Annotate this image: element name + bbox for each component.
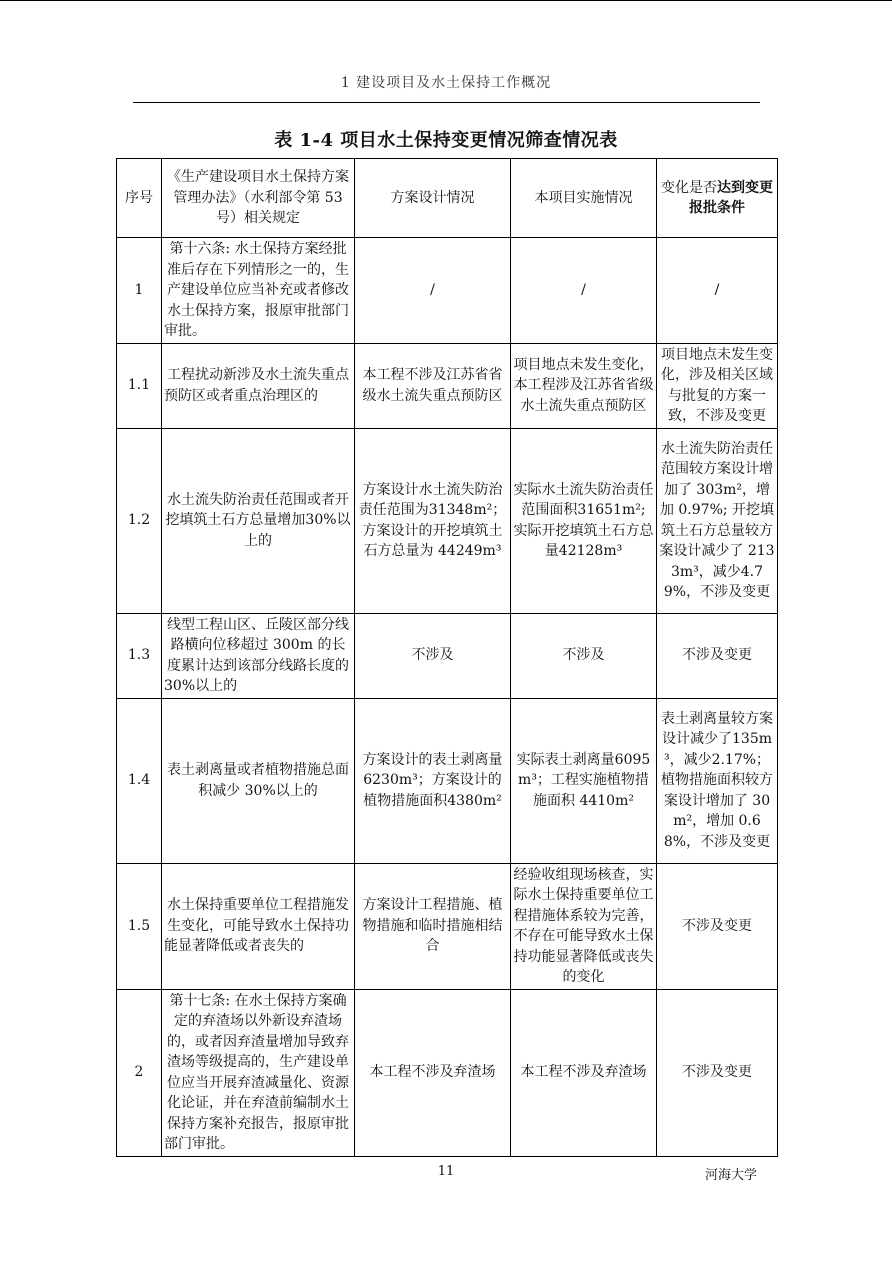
- cell-change: 不涉及变更: [657, 863, 778, 989]
- cell-rule: 第十七条: 在水土保持方案确定的弃渣场以外新设弃渣场的，或者因弃渣量增加导致弃渣场等级提高的，生产建设单位应当开展弃渣减量化、资源化论证，并在弃渣前编制水土保持方案补充报告，报原审批部门审批。: [162, 989, 355, 1156]
- col-header-change-prefix: 变化是否: [661, 179, 717, 196]
- running-header: 1 建设项目及水土保持工作概况: [340, 75, 552, 91]
- cell-design: 不涉及: [355, 613, 511, 698]
- cell-no: 1.2: [117, 428, 162, 613]
- cell-design: 方案设计工程措施、植物措施和临时措施相结合: [355, 863, 511, 989]
- cell-rule: 第十六条: 水土保持方案经批准后存在下列情形之一的，生产建设单位应当补充或者修改水土保持方案，报原审批部门审批。: [162, 238, 355, 344]
- cell-no: 2: [117, 989, 162, 1156]
- col-header-design: 方案设计情况: [355, 159, 511, 238]
- cell-change: 不涉及变更: [657, 989, 778, 1156]
- cell-no: 1.4: [117, 698, 162, 863]
- cell-design: 本工程不涉及江苏省省级水土流失重点预防区: [355, 343, 511, 428]
- table-title: 表 1-4 项目水土保持变更情况筛查情况表: [274, 130, 618, 151]
- cell-rule: 工程扰动新涉及水土流失重点预防区或者重点治理区的: [162, 343, 355, 428]
- table-row: [117, 698, 778, 863]
- col-header-actual: 本项目实施情况: [511, 159, 657, 238]
- change-screening-table: [116, 158, 778, 1157]
- cell-change: 不涉及变更: [657, 613, 778, 698]
- cell-no: 1.5: [117, 863, 162, 989]
- cell-actual: 不涉及: [511, 613, 657, 698]
- col-header-change: [657, 159, 778, 238]
- table-row: [117, 863, 778, 989]
- top-border-line: [0, 0, 892, 1]
- cell-actual: 项目地点未发生变化，本工程涉及江苏省省级水土流失重点预防区: [511, 343, 657, 428]
- cell-change: /: [657, 238, 778, 344]
- cell-no: 1: [117, 238, 162, 344]
- cell-change: 水土流失防治责任范围较方案设计增加了 303m²，增加 0.97%; 开挖填筑土石方总量较方案设计减少了 2133m³，减少4.79%，不涉及变更: [657, 428, 778, 613]
- cell-actual: 本工程不涉及弃渣场: [511, 989, 657, 1156]
- table-row: [117, 238, 778, 344]
- header-rule: [133, 102, 760, 103]
- table-row: [117, 428, 778, 613]
- cell-rule: 水土保持重要单位工程措施发生变化，可能导致水土保持功能显著降低或者丧失的: [162, 863, 355, 989]
- col-header-no: 序号: [117, 159, 162, 238]
- page-number: 11: [437, 1164, 455, 1179]
- cell-actual: 经验收组现场核查，实际水土保持重要单位工程措施体系较为完善，不存在可能导致水土保持功能显著降低或丧失的变化: [511, 863, 657, 989]
- cell-rule: 线型工程山区、丘陵区部分线路横向位移超过 300m 的长度累计达到该部分线路长度的 30%以上的: [162, 613, 355, 698]
- cell-actual: /: [511, 238, 657, 344]
- col-header-change-bold: 达到变更报批条件: [689, 179, 773, 216]
- cell-design: /: [355, 238, 511, 344]
- cell-no: 1.1: [117, 343, 162, 428]
- cell-change: 表土剥离量较方案设计减少了135m³，减少2.17%；植物措施面积较方案设计增加了 30m²，增加 0.68%，不涉及变更: [657, 698, 778, 863]
- cell-design: 方案设计水土流失防治责任范围为31348m²；方案设计的开挖填筑土石方总量为 44249m³: [355, 428, 511, 613]
- cell-rule: 水土流失防治责任范围或者开挖填筑土石方总量增加30%以上的: [162, 428, 355, 613]
- cell-design: 本工程不涉及弃渣场: [355, 989, 511, 1156]
- table-row: [117, 989, 778, 1156]
- cell-actual: 实际表土剥离量6095m³；工程实施植物措施面积 4410m²: [511, 698, 657, 863]
- table-header-row: [117, 159, 778, 238]
- col-header-rule: 《生产建设项目水土保持方案管理办法》（水利部令第 53 号）相关规定: [162, 159, 355, 238]
- cell-design: 方案设计的表土剥离量 6230m³；方案设计的植物措施面积4380m²: [355, 698, 511, 863]
- cell-change: 项目地点未发生变化，涉及相关区域与批复的方案一致，不涉及变更: [657, 343, 778, 428]
- footer-institution: 河海大学: [705, 1168, 758, 1183]
- table-row: [117, 613, 778, 698]
- table-row: [117, 343, 778, 428]
- cell-actual: 实际水土流失防治责任范围面积31651m²; 实际开挖填筑土石方总量42128m³: [511, 428, 657, 613]
- cell-no: 1.3: [117, 613, 162, 698]
- cell-rule: 表土剥离量或者植物措施总面积减少 30%以上的: [162, 698, 355, 863]
